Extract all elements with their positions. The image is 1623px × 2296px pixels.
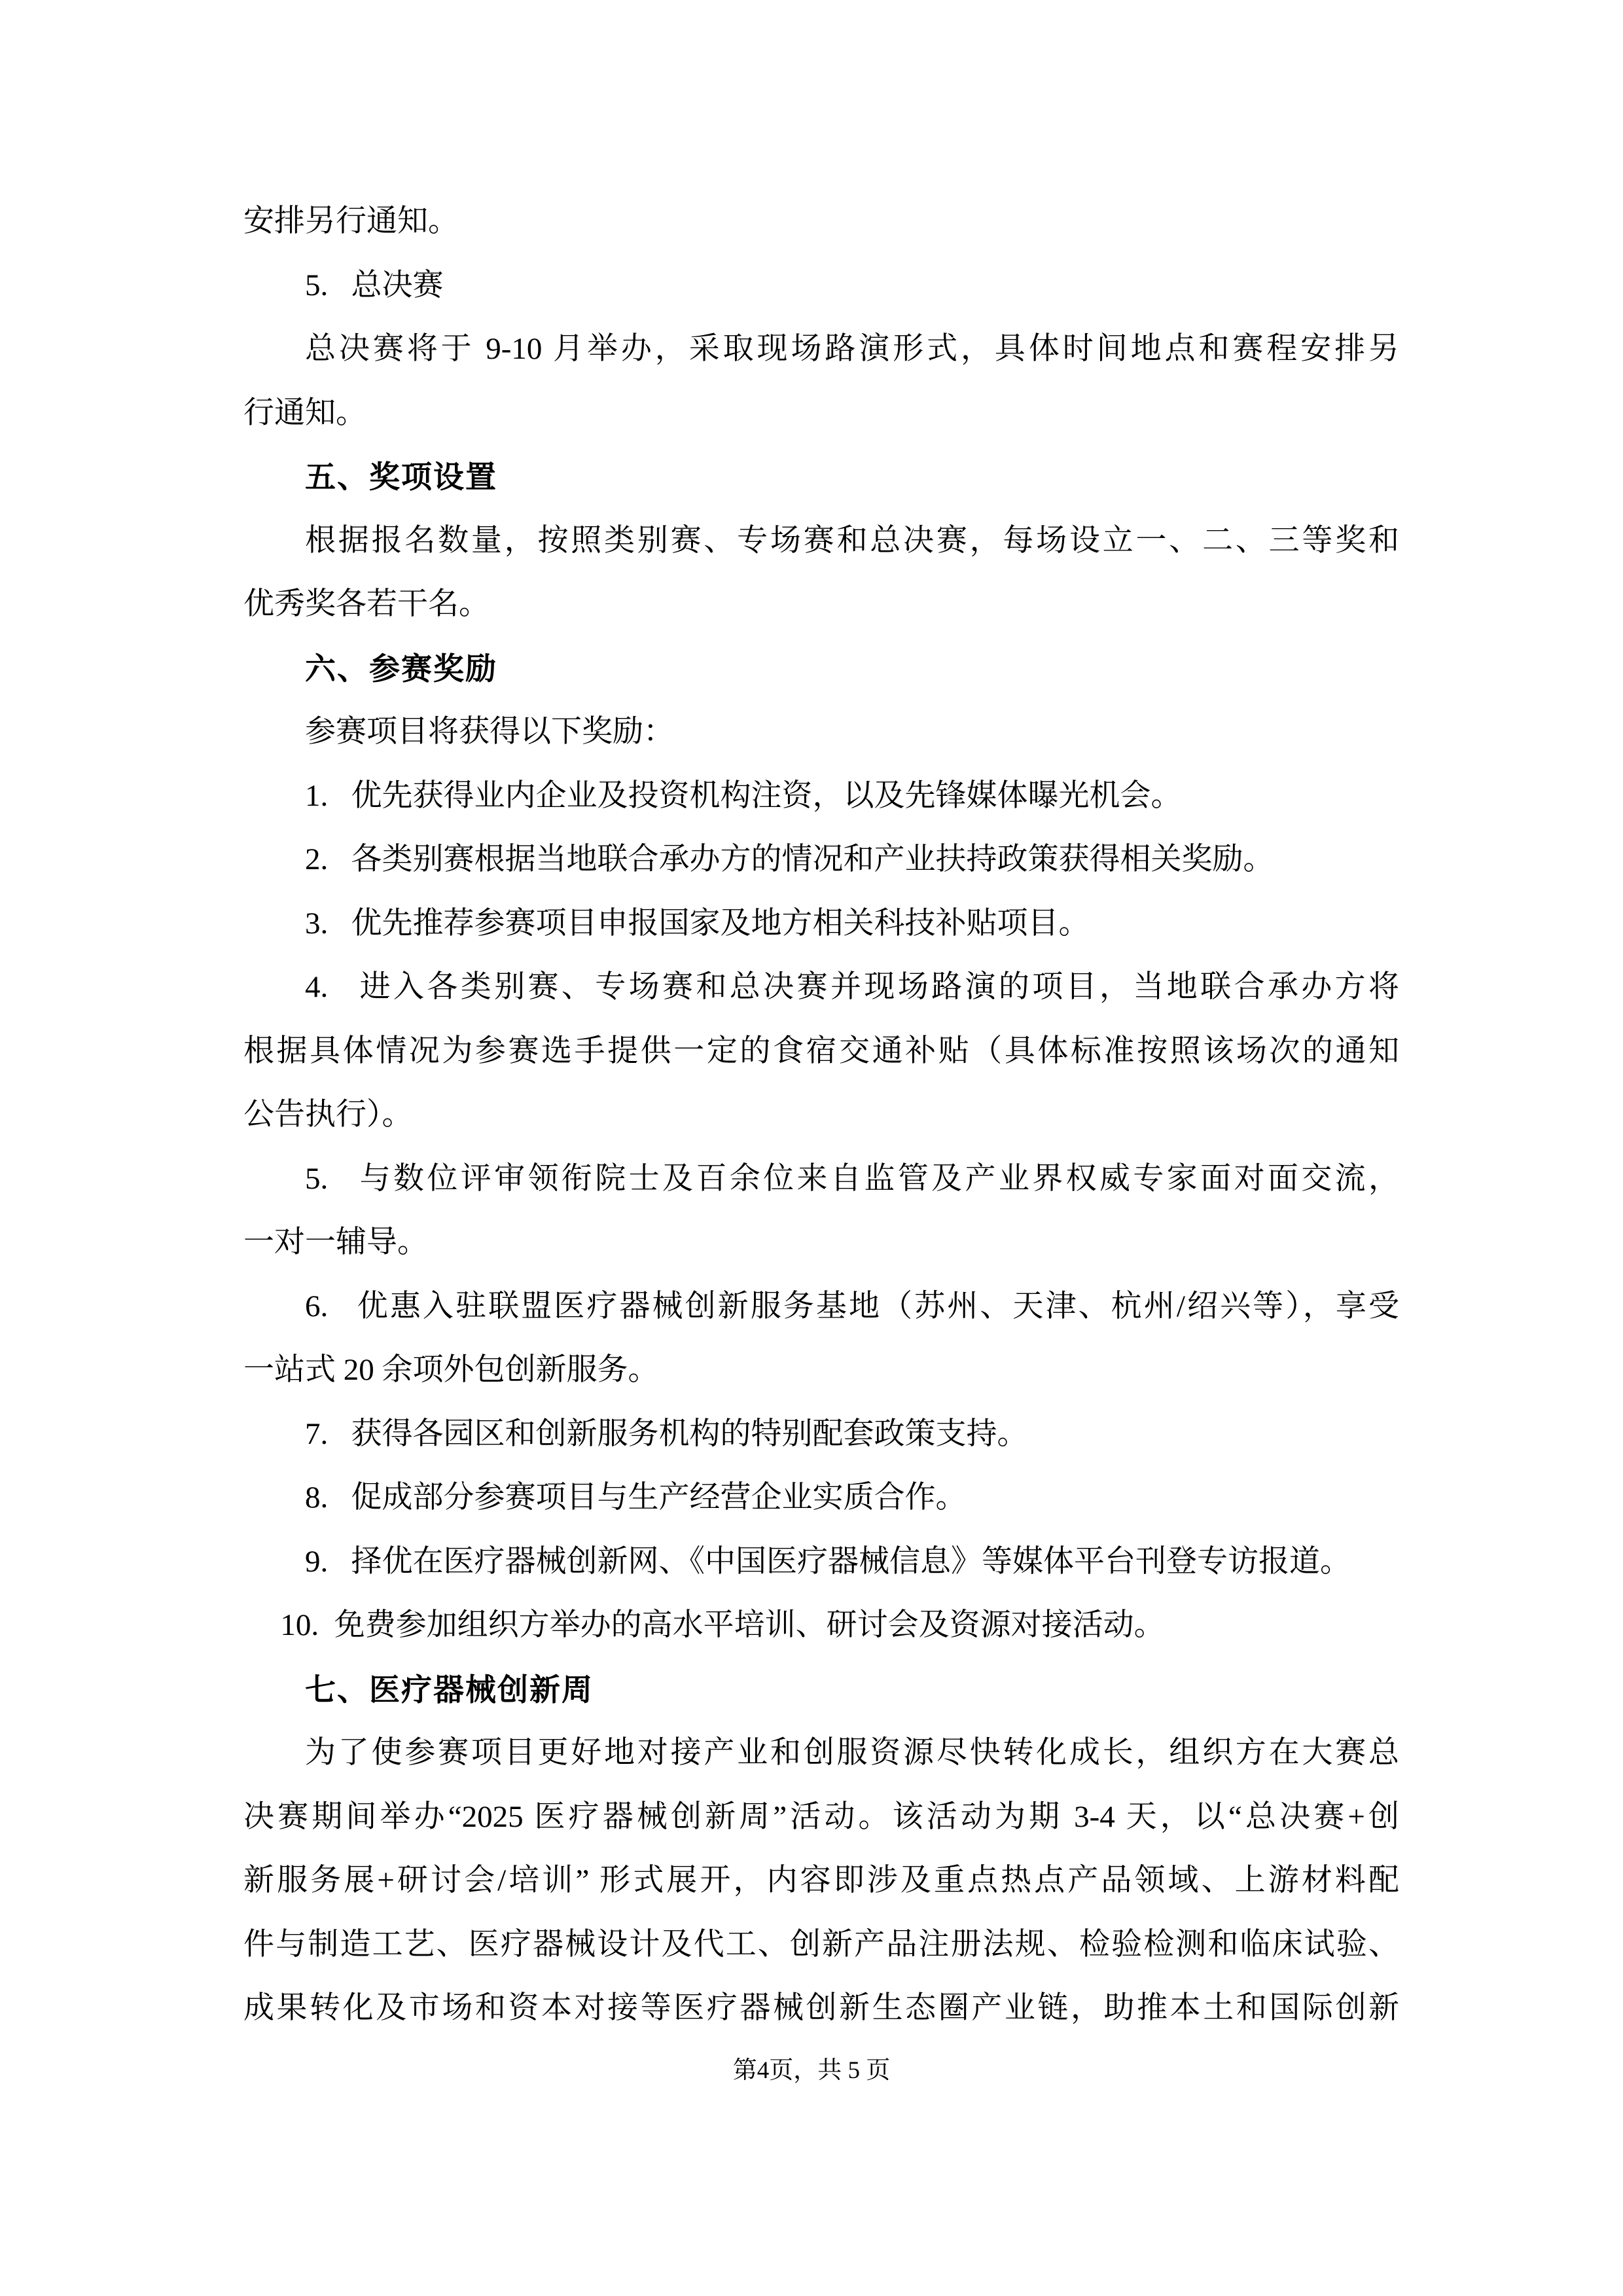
document-line: 根据报名数量，按照类别赛、专场赛和总决赛，每场设立一、二、三等奖和	[305, 523, 1399, 558]
document-line: 2. 各类别赛根据当地联合承办方的情况和产业扶持政策获得相关奖励。	[305, 842, 1274, 876]
document-line: 3. 优先推荐参赛项目申报国家及地方相关科技补贴项目。	[305, 906, 1090, 941]
document-line: 9. 择优在医疗器械创新网、《中国医疗器械信息》等媒体平台刊登专访报道。	[305, 1544, 1351, 1579]
document-line: 5. 与数位评审领衔院士及百余位来自监管及产业界权威专家面对面交流，	[305, 1161, 1399, 1196]
document-line: 6. 优惠入驻联盟医疗器械创新服务基地（苏州、天津、杭州/绍兴等），享受	[305, 1289, 1399, 1323]
document-line: 优秀奖各若干名。	[243, 587, 490, 621]
document-line: 10. 免费参加组织方举办的高水平培训、研讨会及资源对接活动。	[280, 1608, 1165, 1642]
document-line: 一对一辅导。	[243, 1225, 428, 1259]
document-line: 件与制造工艺、医疗器械设计及代工、创新产品注册法规、检验检测和临床试验、	[243, 1927, 1399, 1962]
document-line: 安排另行通知。	[243, 204, 459, 238]
document-line: 一站式 20 余项外包创新服务。	[243, 1353, 659, 1387]
section-heading: 五、奖项设置	[305, 459, 497, 494]
document-line: 7. 获得各园区和创新服务机构的特别配套政策支持。	[305, 1416, 1028, 1451]
document-line: 公告执行）。	[243, 1098, 413, 1132]
page-number-text: 第4页，共 5 页	[732, 2057, 891, 2084]
section-heading: 六、参赛奖励	[305, 651, 497, 686]
document-line: 参赛项目将获得以下奖励：	[305, 715, 674, 749]
document-line: 8. 促成部分参赛项目与生产经营企业实质合作。	[305, 1480, 967, 1515]
document-line: 成果转化及市场和资本对接等医疗器械创新生态圈产业链，助推本土和国际创新	[243, 1991, 1399, 2025]
document-line: 总决赛将于 9-10 月举办，采取现场路演形式，具体时间地点和赛程安排另	[305, 332, 1399, 366]
document-line: 根据具体情况为参赛选手提供一定的食宿交通补贴（具体标准按照该场次的通知	[243, 1033, 1399, 1068]
page-footer	[0, 2051, 1623, 2090]
document-line: 为了使参赛项目更好地对接产业和创服资源尽快转化成长，组织方在大赛总	[305, 1736, 1399, 1770]
document-line: 4. 进入各类别赛、专场赛和总决赛并现场路演的项目，当地联合承办方将	[305, 970, 1399, 1004]
document-line: 5. 总决赛	[305, 268, 444, 302]
document-line: 新服务展+研讨会/培训” 形式展开，内容即涉及重点热点产品领域、上游材料配	[243, 1863, 1399, 1897]
section-heading: 七、医疗器械创新周	[305, 1672, 594, 1707]
document-line: 1. 优先获得业内企业及投资机构注资，以及先锋媒体曝光机会。	[305, 778, 1182, 813]
document-line: 行通知。	[243, 395, 366, 430]
document-line: 决赛期间举办“2025 医疗器械创新周”活动。该活动为期 3-4 天，以“总决赛+创	[243, 1799, 1399, 1834]
